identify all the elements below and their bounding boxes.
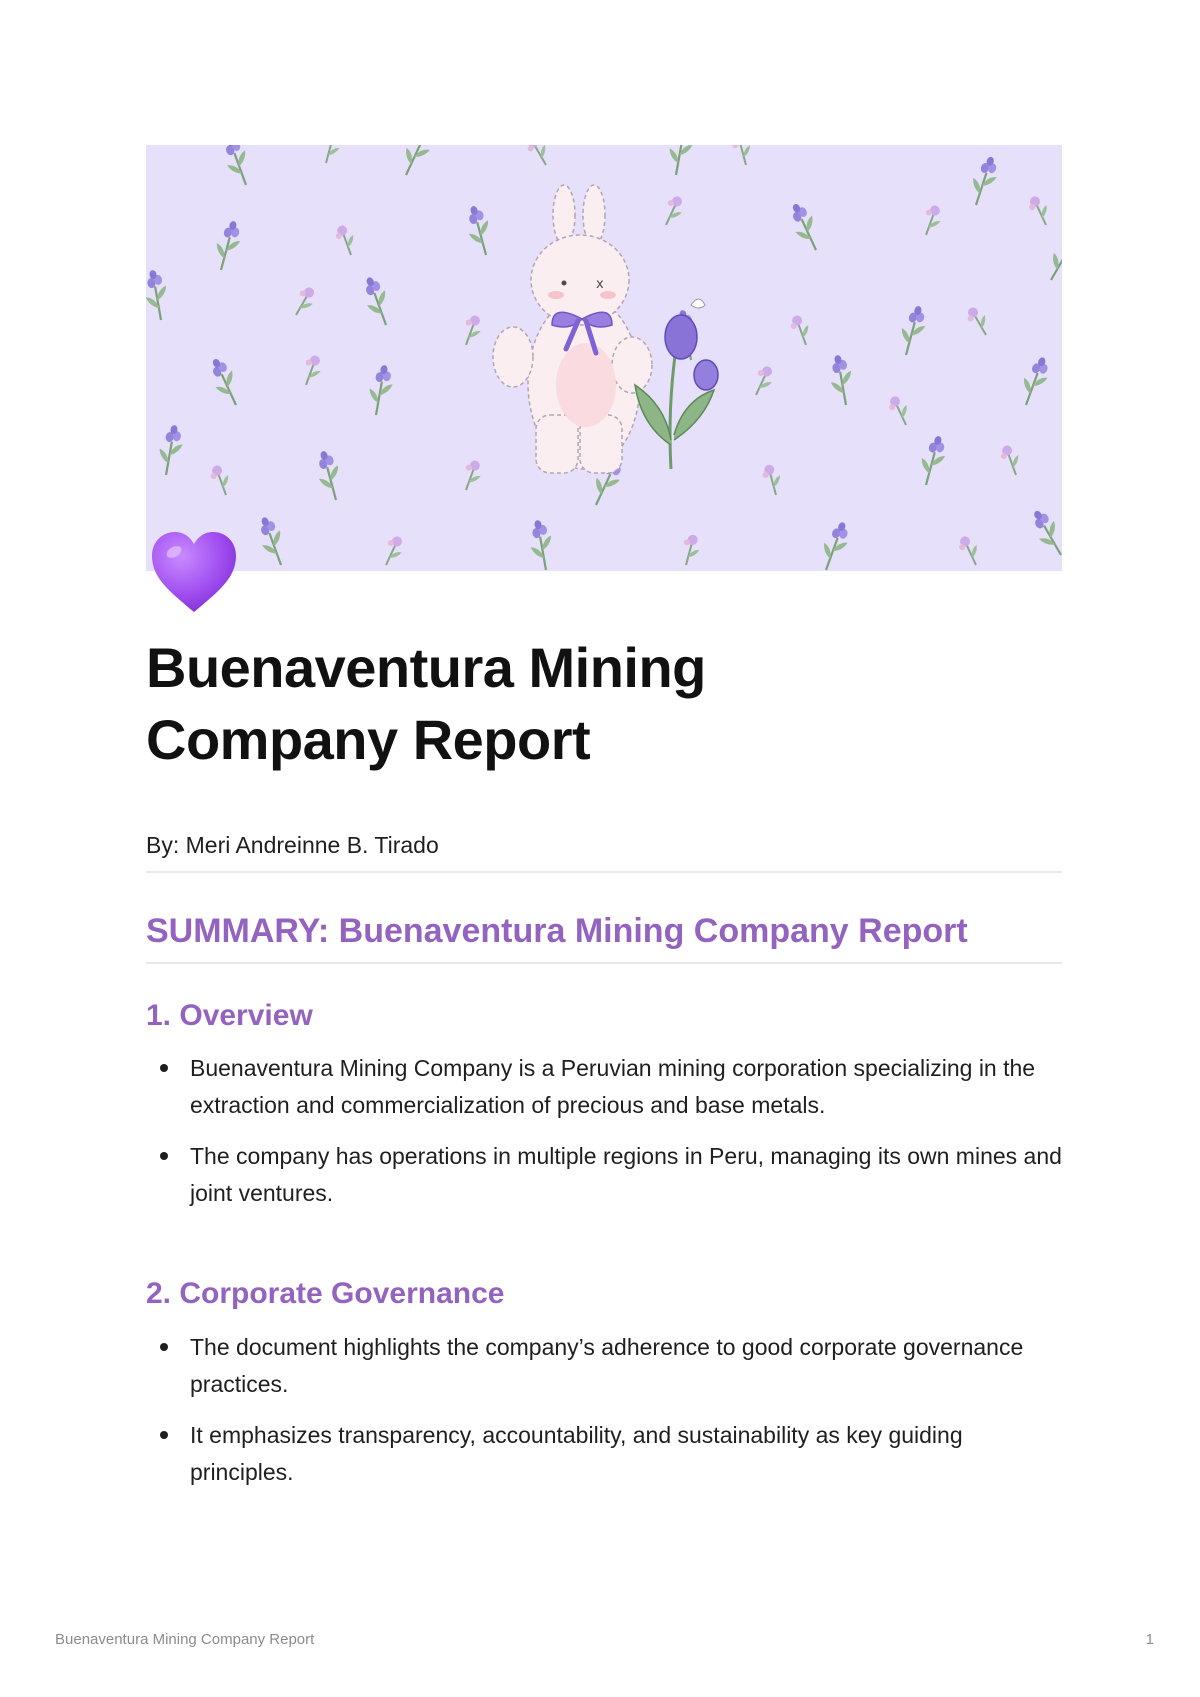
title-line-1: Buenaventura Mining bbox=[146, 636, 706, 699]
title-line-2: Company Report bbox=[146, 708, 591, 771]
list-item-text: The document highlights the company’s adherence to good corporate governance practices. bbox=[190, 1334, 1024, 1397]
author-byline: By: Meri Andreinne B. Tirado bbox=[146, 832, 439, 858]
overview-bullet-list bbox=[146, 1050, 1062, 1226]
list-item-text: The company has operations in multiple regions in Peru, managing its own mines and joint ventures. bbox=[190, 1143, 1062, 1206]
list-item-text: Buenaventura Mining Company is a Peruvian mining corporation specializing in the extraction and commercialization of precious and base metals. bbox=[190, 1055, 1036, 1118]
cover-illustration bbox=[146, 145, 1062, 571]
divider bbox=[146, 962, 1062, 964]
bullet-icon bbox=[160, 1064, 168, 1072]
footer-page-number: 1 bbox=[1145, 1631, 1154, 1648]
governance-bullet-list bbox=[146, 1329, 1062, 1505]
page-title bbox=[146, 632, 906, 776]
list-item bbox=[146, 1329, 1062, 1403]
summary-heading: SUMMARY: Buenaventura Mining Company Report bbox=[146, 912, 968, 950]
bunny-figure bbox=[493, 185, 652, 473]
cover-image bbox=[146, 145, 1062, 571]
list-item bbox=[146, 1050, 1062, 1124]
list-item bbox=[146, 1417, 1062, 1491]
bullet-icon bbox=[160, 1431, 168, 1439]
tulip-figure bbox=[635, 299, 718, 469]
purple-heart-icon bbox=[150, 530, 238, 616]
list-item-text: It emphasizes transparency, accountability, and sustainability as key guiding principles. bbox=[190, 1422, 963, 1485]
section-heading-overview: 1. Overview bbox=[146, 999, 313, 1032]
section-heading-corporate-governance: 2. Corporate Governance bbox=[146, 1277, 505, 1310]
bullet-icon bbox=[160, 1343, 168, 1351]
svg-text:x: x bbox=[596, 277, 604, 292]
footer-document-name: Buenaventura Mining Company Report bbox=[55, 1631, 315, 1648]
divider bbox=[146, 871, 1062, 873]
list-item bbox=[146, 1138, 1062, 1212]
bullet-icon bbox=[160, 1152, 168, 1160]
